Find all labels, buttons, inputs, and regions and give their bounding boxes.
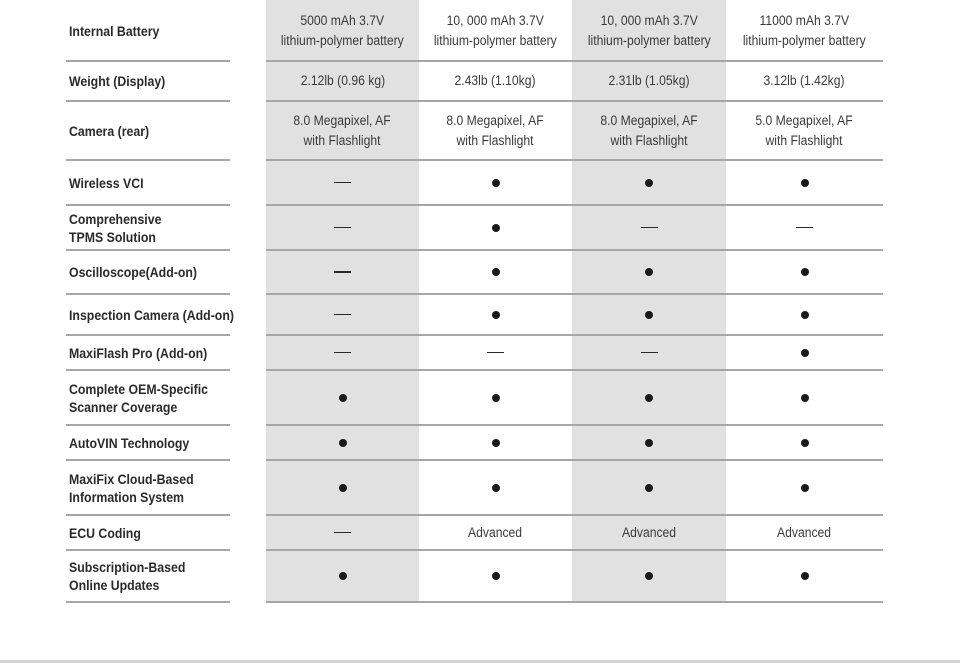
table-row: [0, 160, 960, 205]
table-cell: [419, 550, 572, 602]
cell-text: 8.0 Megapixel, AF with Flashlight: [293, 112, 392, 148]
feature-not-included-dash-icon: [641, 227, 658, 229]
table-cell: [572, 460, 726, 515]
table-cell: [572, 425, 726, 460]
table-row: [0, 294, 960, 335]
table-cell: [572, 294, 726, 335]
row-label: [69, 250, 236, 294]
cell-text: 8.0 Megapixel, AF with Flashlight: [446, 112, 545, 148]
row-label-text: Complete OEM-Specific Scanner Coverage: [69, 380, 208, 415]
table-cell: [266, 425, 419, 460]
feature-included-dot-icon: [492, 268, 500, 276]
table-row: [0, 335, 960, 370]
table-cell: [419, 425, 572, 460]
table-row: [0, 250, 960, 294]
table-cell: [572, 205, 726, 250]
table-cell: [572, 335, 726, 370]
table-cell: [419, 460, 572, 515]
table-cell: [726, 294, 883, 335]
table-cell: [572, 515, 726, 550]
row-label: [69, 0, 236, 61]
feature-not-included-dash-icon: [334, 532, 351, 534]
cell-text: 11000 mAh 3.7V lithium-polymer battery: [743, 12, 866, 48]
table-cell: [419, 335, 572, 370]
table-cell: [419, 515, 572, 550]
cell-text: 5.0 Megapixel, AF with Flashlight: [755, 112, 854, 148]
cell-text: 2.43lb (1.10kg): [454, 73, 537, 88]
table-cell: [726, 160, 883, 205]
feature-included-dot-icon: [492, 224, 500, 232]
table-row: [0, 460, 960, 515]
row-label: [69, 101, 236, 160]
feature-included-dot-icon: [645, 311, 653, 319]
row-label: [69, 515, 236, 550]
feature-included-dot-icon: [801, 311, 809, 319]
table-row: [0, 205, 960, 250]
table-cell: [726, 61, 883, 101]
cell-text: 8.0 Megapixel, AF with Flashlight: [600, 112, 698, 148]
table-row: [0, 425, 960, 460]
table-cell: [419, 250, 572, 294]
feature-included-dot-icon: [801, 394, 809, 402]
feature-not-included-dash-icon: [487, 352, 504, 354]
table-row: [0, 101, 960, 160]
table-cell: [266, 550, 419, 602]
table-cell: [726, 425, 883, 460]
table-cell: [572, 550, 726, 602]
cell-text: 3.12lb (1.42kg): [763, 73, 846, 88]
feature-not-included-dash-icon: [641, 352, 658, 354]
table-cell: [419, 101, 572, 160]
table-cell: [266, 61, 419, 101]
table-cell: [726, 460, 883, 515]
table-cell: [726, 515, 883, 550]
table-cell: [266, 205, 419, 250]
cell-text: 2.12lb (0.96 kg): [300, 73, 385, 88]
table-cell: [572, 0, 726, 61]
cell-text: Advanced: [468, 524, 523, 540]
row-divider: [266, 601, 883, 603]
feature-included-dot-icon: [492, 484, 500, 492]
table-cell: [266, 370, 419, 425]
table-cell: [419, 370, 572, 425]
table-cell: [266, 250, 419, 294]
feature-not-included-dash-icon: [334, 182, 351, 184]
table-row: [0, 515, 960, 550]
feature-included-dot-icon: [801, 572, 809, 580]
row-label-text: ECU Coding: [69, 524, 141, 541]
feature-included-dot-icon: [645, 484, 653, 492]
table-cell: [419, 61, 572, 101]
row-label-text: Wireless VCI: [69, 174, 144, 191]
table-row: [0, 550, 960, 602]
feature-included-dot-icon: [801, 268, 809, 276]
row-label-text: MaxiFix Cloud-Based Information System: [69, 470, 194, 505]
row-label: [69, 550, 236, 602]
cell-text: 5000 mAh 3.7V lithium-polymer battery: [281, 12, 404, 48]
table-cell: [726, 370, 883, 425]
feature-included-dot-icon: [492, 394, 500, 402]
feature-included-dot-icon: [645, 268, 653, 276]
table-cell: [572, 101, 726, 160]
row-label-text: AutoVIN Technology: [69, 434, 190, 451]
table-cell: [266, 515, 419, 550]
table-cell: [572, 61, 726, 101]
table-cell: [419, 205, 572, 250]
table-cell: [726, 250, 883, 294]
feature-included-dot-icon: [645, 179, 653, 187]
feature-included-dot-icon: [339, 484, 347, 492]
table-cell: [266, 460, 419, 515]
row-label: [69, 61, 236, 101]
cell-text: 10, 000 mAh 3.7V lithium-polymer battery: [434, 12, 557, 48]
table-cell: [266, 160, 419, 205]
table-cell: [572, 250, 726, 294]
table-row: [0, 61, 960, 101]
feature-included-dot-icon: [492, 572, 500, 580]
row-label-text: Camera (rear): [69, 122, 150, 139]
row-divider: [66, 601, 230, 603]
cell-text: Advanced: [777, 524, 832, 540]
feature-included-dot-icon: [339, 572, 347, 580]
feature-included-dot-icon: [801, 439, 809, 447]
row-label-text: Oscilloscope(Add-on): [69, 264, 197, 280]
table-cell: [726, 205, 883, 250]
table-cell: [266, 101, 419, 160]
table-cell: [726, 335, 883, 370]
feature-included-dot-icon: [801, 349, 809, 357]
row-label-text: Subscription-Based Online Updates: [69, 559, 186, 593]
feature-included-dot-icon: [339, 394, 347, 402]
feature-not-included-dash-icon: [334, 314, 351, 316]
row-label-text: MaxiFlash Pro (Add-on): [69, 344, 208, 361]
table-cell: [266, 335, 419, 370]
feature-not-included-dash-icon: [796, 227, 813, 229]
cell-text: 10, 000 mAh 3.7V lithium-polymer battery: [587, 12, 711, 48]
table-row: [0, 370, 960, 425]
feature-not-included-dash-icon: [334, 227, 351, 229]
table-cell: [572, 160, 726, 205]
row-label-text: Weight (Display): [69, 73, 166, 89]
table-cell: [726, 550, 883, 602]
feature-included-dot-icon: [645, 572, 653, 580]
feature-not-included-dash-icon: [334, 271, 351, 273]
table-cell: [572, 370, 726, 425]
table-cell: [419, 160, 572, 205]
table-row: [0, 0, 960, 61]
table-cell: [726, 101, 883, 160]
feature-included-dot-icon: [645, 394, 653, 402]
feature-included-dot-icon: [339, 439, 347, 447]
row-label: [69, 335, 236, 370]
feature-not-included-dash-icon: [334, 352, 351, 354]
row-label: [69, 294, 236, 335]
table-cell: [266, 0, 419, 61]
cell-text: Advanced: [621, 524, 677, 540]
row-label: [69, 205, 236, 250]
row-label: [69, 160, 236, 205]
cell-text: 2.31lb (1.05kg): [608, 73, 690, 88]
row-label-text: Inspection Camera (Add-on): [69, 306, 234, 323]
row-label: [69, 460, 236, 515]
row-label-text: Internal Battery: [69, 22, 160, 39]
row-label-text: Comprehensive TPMS Solution: [69, 210, 162, 245]
feature-included-dot-icon: [801, 179, 809, 187]
row-label: [69, 370, 236, 425]
feature-included-dot-icon: [492, 179, 500, 187]
feature-included-dot-icon: [492, 439, 500, 447]
row-label: [69, 425, 236, 460]
feature-included-dot-icon: [801, 484, 809, 492]
feature-included-dot-icon: [645, 439, 653, 447]
table-cell: [266, 294, 419, 335]
table-cell: [419, 294, 572, 335]
feature-included-dot-icon: [492, 311, 500, 319]
table-cell: [419, 0, 572, 61]
table-cell: [726, 0, 883, 61]
